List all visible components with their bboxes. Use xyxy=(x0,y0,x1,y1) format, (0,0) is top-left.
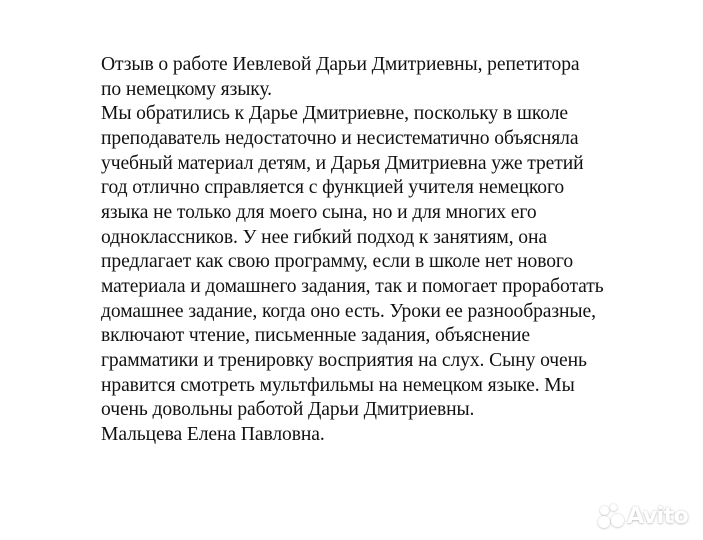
avito-dots-icon xyxy=(598,504,624,528)
review-body-line: очень довольны работой Дарьи Дмитриевны. xyxy=(101,399,475,421)
review-body-line: языка не только для моего сына, но и для многих его xyxy=(101,201,537,223)
review-body-line: год отлично справляется с функцией учителя немецкого xyxy=(101,177,565,199)
review-body-line: одноклассников. У нее гибкий подход к занятиям, она xyxy=(101,226,547,248)
review-signature: Мальцева Елена Павловна. xyxy=(101,423,325,445)
review-body-line: материала и домашнего задания, так и помогает проработать xyxy=(101,275,604,297)
review-title-line-2: по немецкому языку. xyxy=(101,78,272,100)
review-body-line: домашнее задание, когда оно есть. Уроки ее разнообразные, xyxy=(101,300,596,322)
review-body-line: учебный материал детям, и Дарья Дмитриевна уже третий xyxy=(101,152,584,174)
review-text xyxy=(101,53,681,448)
avito-watermark-text: Avito xyxy=(627,503,689,529)
review-body-line: преподаватель недостаточно и несистематично объясняла xyxy=(101,127,579,149)
review-body-line: нравится смотреть мультфильмы на немецком языке. Мы xyxy=(101,374,575,396)
review-body-line: Мы обратились к Дарье Дмитриевне, поскольку в школе xyxy=(101,103,569,125)
review-body-line: включают чтение, письменные задания, объяснение xyxy=(101,325,530,347)
review-body-line: грамматики и тренировку восприятия на слух. Сыну очень xyxy=(101,349,587,371)
review-body-line: предлагает как свою программу, если в школе нет нового xyxy=(101,251,574,273)
review-title-line-1: Отзыв о работе Иевлевой Дарьи Дмитриевны, репетитора xyxy=(101,54,580,75)
avito-watermark xyxy=(598,502,698,530)
